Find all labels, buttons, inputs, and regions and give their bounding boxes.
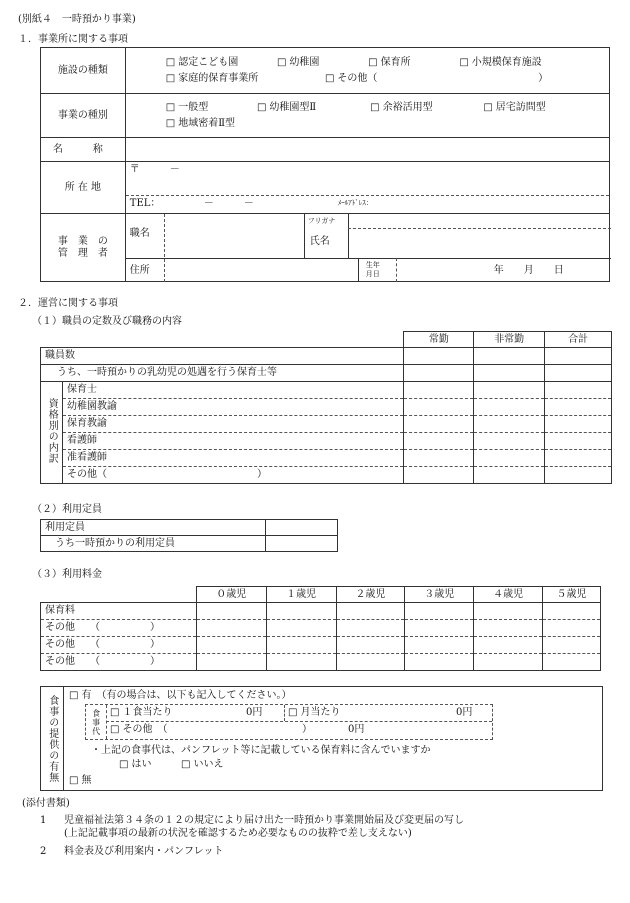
staff-row: 保育教諭	[62, 416, 404, 433]
staff-total-label: 職員数	[41, 348, 404, 365]
staff-sub-label: うち、一時預かりの乳幼児の処遇を行う保育士等	[41, 365, 404, 382]
attach-item1: 児童福祉法第３４条の１２の規定により届け出た一時預かり事業開始届及び変更届の写し	[64, 815, 464, 826]
meal-hai[interactable]: □ はい	[119, 759, 151, 771]
capacity-row2-label: うち一時預かりの利用定員	[41, 536, 266, 552]
col-goukei: 合計	[545, 332, 612, 348]
opt-hoikusho[interactable]: □ 保育所	[368, 57, 456, 69]
meal-question: ・上記の食事代は、パンフレット等に記載している保育料に含んでいますか	[91, 745, 431, 756]
attach-item2-num: 2	[40, 846, 47, 857]
per-month[interactable]: □ 月当たり	[288, 707, 340, 719]
meal-box	[40, 686, 603, 791]
meal-no[interactable]: □ 無	[69, 775, 91, 787]
opt-yoyuu[interactable]: □ 余裕活用型	[370, 102, 480, 114]
col-hijoukin: 非常勤	[474, 332, 545, 348]
per-meal[interactable]: □ １食当たり	[110, 707, 172, 719]
manager-name-label: 氏名	[309, 236, 330, 247]
fee-heading: （３）利用料金	[32, 569, 102, 580]
opt-nintei[interactable]: □ 認定こども園	[166, 57, 274, 69]
opt-youchien2[interactable]: □ 幼稚園型Ⅱ	[257, 102, 367, 114]
birth-ymd: 年 月 日	[493, 265, 564, 276]
address-label: 所 在 地	[41, 162, 126, 214]
fee-row-label: その他 （ ）	[41, 654, 197, 671]
attach-item1-num: 1	[40, 815, 47, 826]
meal-side-label: 食事の提供の有無	[41, 687, 64, 790]
birth-label-2: 月日	[365, 270, 380, 278]
meal-fee-label: 食事代	[91, 708, 101, 736]
manager-address-label: 住所	[129, 265, 150, 276]
staff-table	[40, 331, 612, 484]
section1-heading: １．事業所に関する事項	[18, 34, 128, 45]
fee-col: ２歳児	[336, 587, 405, 603]
meal-yes[interactable]: □ 有 （有の場合は、以下も記入してください。）	[69, 690, 291, 702]
fee-row-label: 保育料	[41, 603, 197, 620]
meal-iie[interactable]: □ いいえ	[181, 759, 223, 771]
qualification-group-label: 資格別の内訳	[41, 382, 63, 484]
attach-item1-note: (上記記載事項の最新の状況を確認するため必要なものの抜粋で差し支えない)	[64, 828, 412, 839]
opt-kyotaku[interactable]: □ 居宅訪問型	[483, 102, 545, 113]
name-field[interactable]	[125, 138, 609, 162]
opt-chiiki[interactable]: □ 地域密着Ⅱ型	[166, 118, 235, 129]
business-type-label: 事業の種別	[41, 94, 126, 138]
opt-katei[interactable]: □ 家庭的保育事業所	[166, 73, 322, 85]
opt-shoukibo[interactable]: □ 小規模保育施設	[459, 57, 541, 68]
furigana-label: フリガナ	[307, 217, 336, 225]
meal-other[interactable]: □ その他 （	[110, 724, 167, 736]
tel-dash: － －	[203, 198, 254, 209]
fee-col: ０歳児	[196, 587, 266, 603]
staff-heading: （１）職員の定数及び職務の内容	[32, 316, 182, 327]
name-label: 名 称	[41, 138, 126, 162]
birth-label-1: 生年	[365, 261, 380, 269]
fee-col: ５歳児	[543, 587, 601, 603]
fee-table	[40, 586, 601, 671]
opt-youchien[interactable]: □ 幼稚園	[277, 57, 365, 69]
facility-type-label: 施設の種類	[41, 48, 126, 94]
section2-heading: ２．運営に関する事項	[18, 298, 118, 309]
capacity-table	[40, 519, 338, 552]
staff-row: 看護師	[62, 433, 404, 450]
meal-other-value: 0円	[348, 724, 365, 735]
meal-fee-box	[85, 704, 493, 740]
email-label: ﾒｰﾙｱﾄﾞﾚｽ：	[337, 199, 373, 207]
fee-row-label: その他 （ ）	[41, 637, 197, 654]
staff-row: 保育士	[62, 382, 404, 399]
per-meal-value: 0円	[246, 707, 263, 718]
manager-title-label: 職名	[129, 228, 150, 239]
meal-other-close: ）	[302, 724, 312, 735]
opt-other[interactable]: □ その他（	[325, 73, 535, 85]
fee-row-label: その他 （ ）	[41, 620, 197, 637]
attach-heading: (添付書類)	[22, 798, 70, 809]
postal-field[interactable]: 〒 －	[126, 162, 609, 196]
facility-type-options	[125, 48, 609, 94]
doc-header: (別紙４ 一時預かり事業)	[18, 14, 136, 25]
manager-label: 事 業 の 管 理 者	[41, 214, 126, 282]
per-month-value: 0円	[456, 707, 473, 718]
capacity-heading: （２）利用定員	[32, 504, 102, 515]
fee-col: ３歳児	[405, 587, 474, 603]
staff-row: 幼稚園教諭	[62, 399, 404, 416]
staff-row: その他（ ）	[62, 467, 404, 484]
col-joukin: 常勤	[404, 332, 474, 348]
facility-table	[40, 47, 610, 282]
capacity-row1-label: 利用定員	[41, 520, 266, 536]
tel-label: TEL：	[129, 198, 161, 209]
opt-other-close: ）	[538, 72, 549, 84]
fee-col: １歳児	[266, 587, 336, 603]
manager-cell	[125, 214, 609, 282]
attach-item2: 料金表及び利用案内・パンフレット	[64, 846, 224, 857]
opt-ippan[interactable]: □ 一般型	[166, 102, 254, 114]
fee-col: ４歳児	[474, 587, 543, 603]
business-type-options	[125, 94, 609, 138]
address-cell	[125, 162, 609, 214]
staff-row: 准看護師	[62, 450, 404, 467]
